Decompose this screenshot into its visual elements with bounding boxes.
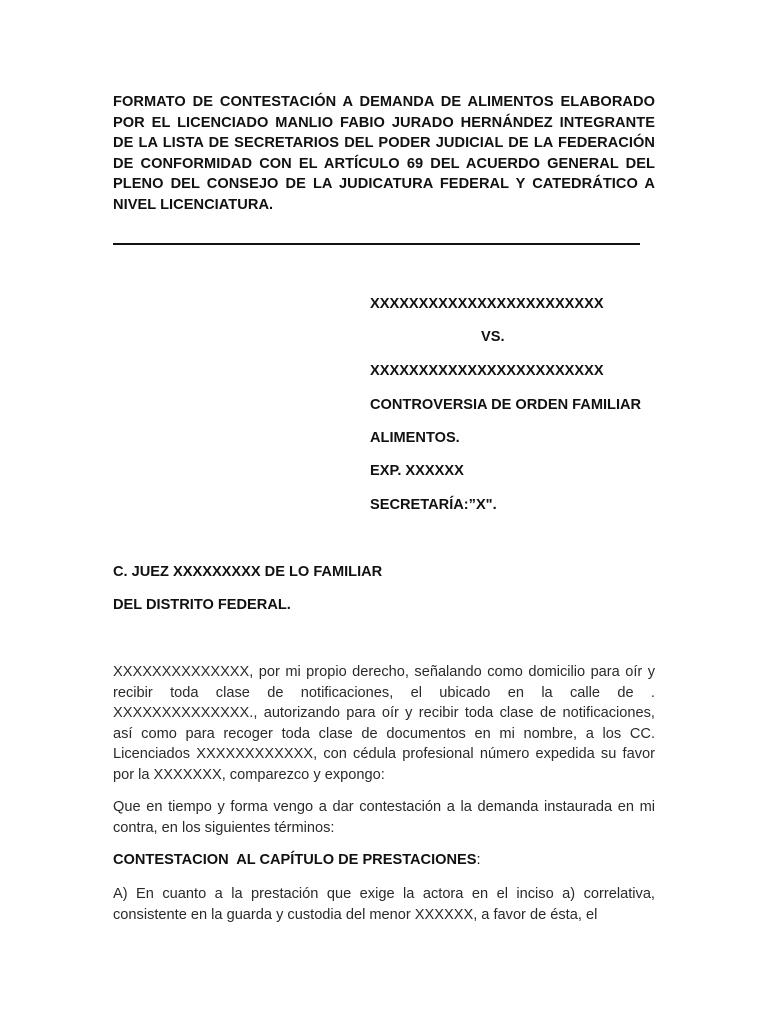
addressee-district: DEL DISTRITO FEDERAL. <box>113 597 291 613</box>
section-heading-colon: : <box>476 852 481 868</box>
caption-file-number: EXP. XXXXXX <box>370 463 464 479</box>
caption-versus: VS. <box>481 329 505 345</box>
caption-matter: ALIMENTOS. <box>370 430 460 446</box>
caption-proceeding: CONTROVERSIA DE ORDEN FAMILIAR <box>370 397 642 413</box>
section-heading-text: CONTESTACION AL CAPÍTULO DE PRESTACIONES <box>113 852 477 868</box>
document-header: FORMATO DE CONTESTACIÓN A DEMANDA DE ALIMENTOS ELABORADO POR EL LICENCIADO MANLIO FABIO JURADO HERNÁNDEZ INTEGRANTE DE LA LISTA DE SECRETARIOS DEL PODER JUDICIAL DE LA FEDERACIÓN DE CONFORMIDAD CON EL ARTÍCULO 69 DEL ACUERDO GENERAL DEL PLENO DEL CONSEJO DE LA JUDICATURA FEDERAL Y CATEDRÁTICO A NIVEL LICENCIATURA. <box>113 94 655 213</box>
appearance-paragraph: XXXXXXXXXXXXXX, por mi propio derecho, señalando como domicilio para oír y recibir toda clase de notificaciones, el ubicado en la calle de . XXXXXXXXXXXXXX., autorizando para oír y recibir toda clase de notificaciones, así como para recoger toda clase de documentos en mi nombre, a los CC. Licenciados XXXXXXXXXXXX, con cédula profesional número expedida su favor por la XXXXXXX, comparezco y expongo: <box>113 664 655 783</box>
addressee-judge: C. JUEZ XXXXXXXXX DE LO FAMILIAR <box>113 564 383 580</box>
response-intro-paragraph: Que en tiempo y forma vengo a dar contestación a la demanda instaurada en mi contra, en los siguientes términos: <box>113 799 655 836</box>
caption-secretariat: SECRETARÍA:”X". <box>370 497 497 513</box>
caption-plaintiff: XXXXXXXXXXXXXXXXXXXXXXXX <box>370 296 604 312</box>
prestacion-a-paragraph: A) En cuanto a la prestación que exige la actora en el inciso a) correlativa, consistente en la guarda y custodia del menor XXXXXX, a favor de ésta, el <box>113 886 655 923</box>
section-heading <box>113 852 481 868</box>
caption-defendant: XXXXXXXXXXXXXXXXXXXXXXXX <box>370 363 604 379</box>
separator-line <box>113 243 640 245</box>
